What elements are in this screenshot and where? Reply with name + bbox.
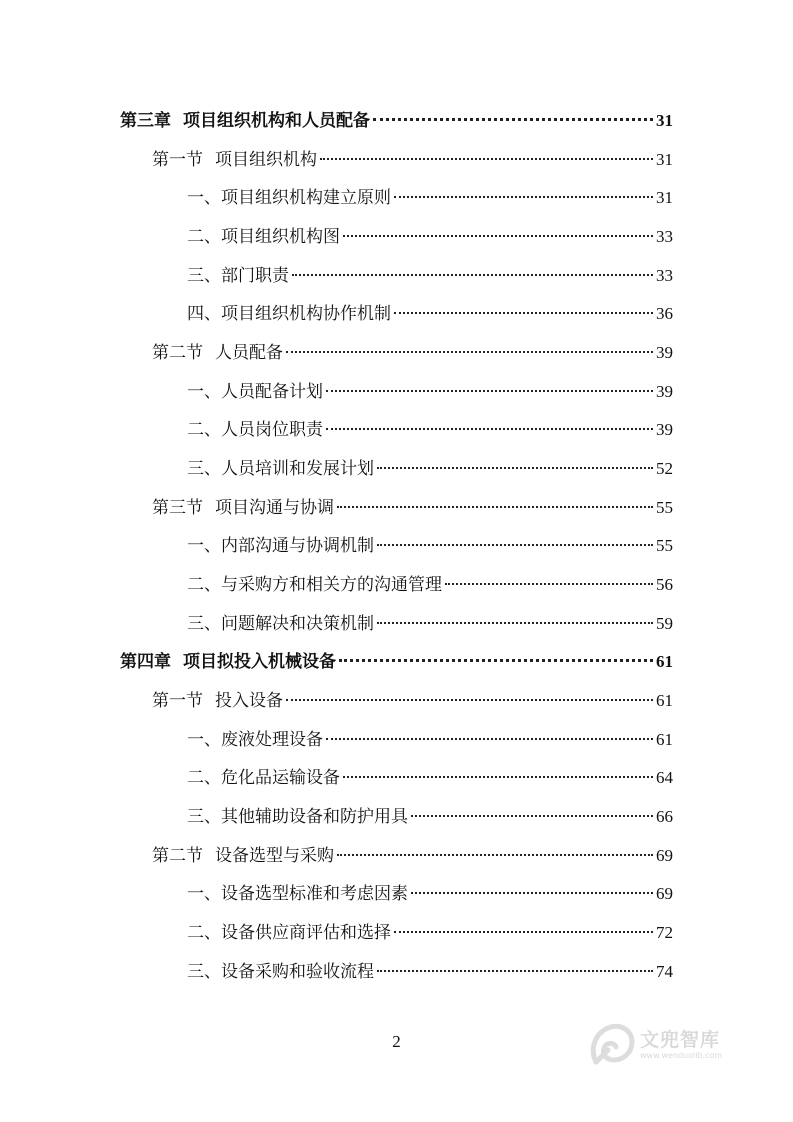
toc-entry-number: 第四章: [120, 652, 171, 672]
toc-entry-number: 一、: [187, 188, 221, 208]
toc-entry-title: 与采购方和相关方的沟通管理: [221, 575, 442, 595]
dot-leader: [394, 931, 653, 933]
toc-entry-page: 69: [656, 846, 673, 865]
toc-entry-page: 33: [656, 266, 673, 285]
toc-entry-page: 33: [656, 227, 673, 246]
toc-entry-title: 其他辅助设备和防护用具: [221, 807, 408, 827]
watermark-title: 文兜智库: [640, 1029, 721, 1051]
toc-entry-page: 31: [656, 150, 673, 169]
toc-entry[interactable]: [187, 264, 673, 288]
toc-entry-title: 项目组织机构: [215, 150, 317, 170]
dot-leader: [326, 390, 653, 392]
dot-leader: [411, 815, 653, 817]
toc-entry-page: 39: [656, 420, 673, 439]
toc-entry[interactable]: [187, 728, 673, 752]
dot-leader: [326, 428, 653, 430]
toc-entry-title: 设备供应商评估和选择: [221, 923, 391, 943]
toc-entry-text: [187, 186, 391, 210]
toc-entry-page: 66: [656, 807, 673, 826]
dot-leader: [411, 892, 653, 894]
toc-entry-number: 一、: [187, 730, 221, 750]
dot-leader: [286, 351, 653, 353]
dot-leader: [320, 158, 653, 160]
toc-entry-title: 部门职责: [221, 266, 289, 286]
toc-entry-number: 二、: [187, 923, 221, 943]
toc-entry[interactable]: [187, 380, 673, 404]
dot-leader: [343, 235, 653, 237]
toc-entry-number: 一、: [187, 884, 221, 904]
dot-leader: [377, 622, 653, 624]
toc-entry-number: 三、: [187, 807, 221, 827]
toc-entry[interactable]: [152, 496, 673, 520]
toc-entry[interactable]: [187, 457, 673, 481]
toc-entry-page: 55: [656, 536, 673, 555]
dot-leader: [377, 544, 653, 546]
toc-entry-page: 39: [656, 343, 673, 362]
toc-entry-title: 问题解决和决策机制: [221, 614, 374, 634]
toc-entry-text: [152, 496, 334, 520]
watermark-text: [640, 1029, 722, 1061]
toc-entry-number: 一、: [187, 536, 221, 556]
toc-entry[interactable]: [187, 805, 673, 829]
toc-entry-text: [152, 689, 283, 713]
toc-entry-title: 人员配备计划: [221, 382, 323, 402]
toc-entry-title: 设备采购和验收流程: [221, 962, 374, 982]
toc-entry-title: 内部沟通与协调机制: [221, 536, 374, 556]
toc-entry[interactable]: [152, 689, 673, 713]
toc-entry-number: 第一节: [152, 691, 203, 711]
toc-entry-page: 55: [656, 498, 673, 517]
toc-entry[interactable]: [187, 225, 673, 249]
toc-entry-number: 三、: [187, 962, 221, 982]
toc-entry[interactable]: [187, 418, 673, 442]
toc-entry-page: 74: [656, 962, 673, 981]
toc-entry-text: [187, 612, 374, 636]
toc-entry-text: [120, 650, 336, 674]
toc-entry-title: 项目组织机构和人员配备: [183, 111, 370, 131]
toc-entry[interactable]: [187, 186, 673, 210]
toc-entry-text: [187, 573, 442, 597]
toc-entry-number: 一、: [187, 382, 221, 402]
toc-entry[interactable]: [187, 921, 673, 945]
toc-entry-text: [187, 534, 374, 558]
dot-leader: [377, 467, 653, 469]
dot-leader: [292, 274, 653, 276]
toc-entry-page: 36: [656, 304, 673, 323]
toc-entry-title: 项目组织机构协作机制: [221, 304, 391, 324]
toc-entry[interactable]: [187, 573, 673, 597]
dot-leader: [337, 506, 653, 508]
toc-entry-title: 废液处理设备: [221, 730, 323, 750]
toc-entry[interactable]: [120, 650, 673, 674]
toc-entry-title: 设备选型与采购: [215, 846, 334, 866]
toc-entry-title: 危化品运输设备: [221, 768, 340, 788]
dot-leader: [377, 970, 653, 972]
toc-entry-title: 人员配备: [215, 343, 283, 363]
toc-entry-text: [187, 882, 408, 906]
toc-entry-page: 64: [656, 768, 673, 787]
toc-entry-number: 第三章: [120, 111, 171, 131]
toc-entry-title: 项目拟投入机械设备: [183, 652, 336, 672]
dot-leader: [326, 738, 653, 740]
toc-entry-page: 39: [656, 382, 673, 401]
toc-entry-title: 设备选型标准和考虑因素: [221, 884, 408, 904]
toc-entry-number: 二、: [187, 227, 221, 247]
dot-leader: [337, 854, 653, 856]
toc-entry-page: 59: [656, 614, 673, 633]
watermark-logo-icon: [586, 1020, 636, 1070]
toc-entry-title: 投入设备: [215, 691, 283, 711]
toc-entry-number: 第一节: [152, 150, 203, 170]
toc-entry-number: 二、: [187, 575, 221, 595]
toc-entry-title: 人员岗位职责: [221, 420, 323, 440]
toc-entry-text: [187, 805, 408, 829]
toc-entry-text: [187, 418, 323, 442]
toc-entry[interactable]: [187, 534, 673, 558]
toc-entry-text: [187, 728, 323, 752]
dot-leader: [339, 659, 653, 662]
toc-entry-text: [187, 457, 374, 481]
dot-leader: [394, 312, 653, 314]
toc-entry[interactable]: [187, 302, 673, 326]
toc-entry-number: 第二节: [152, 343, 203, 363]
watermark-url: www.wenduolib.com: [640, 1051, 723, 1060]
toc-entry-page: 31: [656, 188, 673, 207]
dot-leader: [445, 583, 653, 585]
toc-entry[interactable]: [187, 766, 673, 790]
toc-entry-text: [187, 225, 340, 249]
toc-entry-number: 三、: [187, 614, 221, 634]
toc-entry-page: 61: [656, 652, 673, 671]
toc-entry[interactable]: [120, 109, 673, 133]
watermark: [586, 1020, 722, 1070]
toc-entry-text: [187, 921, 391, 945]
toc-entry[interactable]: [187, 612, 673, 636]
toc-entry-number: 四、: [187, 304, 221, 324]
dot-leader: [343, 776, 653, 778]
toc-entry[interactable]: [152, 844, 673, 868]
dot-leader: [373, 118, 653, 121]
toc-entry-number: 二、: [187, 420, 221, 440]
toc-entry-page: 56: [656, 575, 673, 594]
toc-entry-text: [187, 264, 289, 288]
toc-entry-title: 项目组织机构建立原则: [221, 188, 391, 208]
toc-entry-page: 72: [656, 923, 673, 942]
page-number: 2: [392, 1032, 401, 1051]
toc-entry-number: 第二节: [152, 846, 203, 866]
toc-entry-title: 项目沟通与协调: [215, 498, 334, 518]
toc-entry-number: 第三节: [152, 498, 203, 518]
toc-entry-number: 三、: [187, 266, 221, 286]
toc-entry-text: [187, 766, 340, 790]
toc-entry-page: 52: [656, 459, 673, 478]
toc-entry[interactable]: [152, 148, 673, 172]
toc-entry[interactable]: [187, 960, 673, 984]
toc-entry-title: 人员培训和发展计划: [221, 459, 374, 479]
toc-entry-title: 项目组织机构图: [221, 227, 340, 247]
dot-leader: [286, 699, 653, 701]
toc-entry[interactable]: [152, 341, 673, 365]
toc-entry-text: [152, 844, 334, 868]
toc-entry-page: 61: [656, 691, 673, 710]
toc-entry-number: 三、: [187, 459, 221, 479]
toc-entry-page: 69: [656, 884, 673, 903]
toc-entry-text: [187, 302, 391, 326]
toc-entry-page: 61: [656, 730, 673, 749]
toc-entry-page: 31: [656, 111, 673, 130]
toc-entry-number: 二、: [187, 768, 221, 788]
toc-entry[interactable]: [187, 882, 673, 906]
dot-leader: [394, 196, 653, 198]
toc-entry-text: [120, 109, 370, 133]
toc-entry-text: [152, 341, 283, 365]
toc-entry-text: [187, 960, 374, 984]
toc-entry-text: [187, 380, 323, 404]
toc-entry-text: [152, 148, 317, 172]
